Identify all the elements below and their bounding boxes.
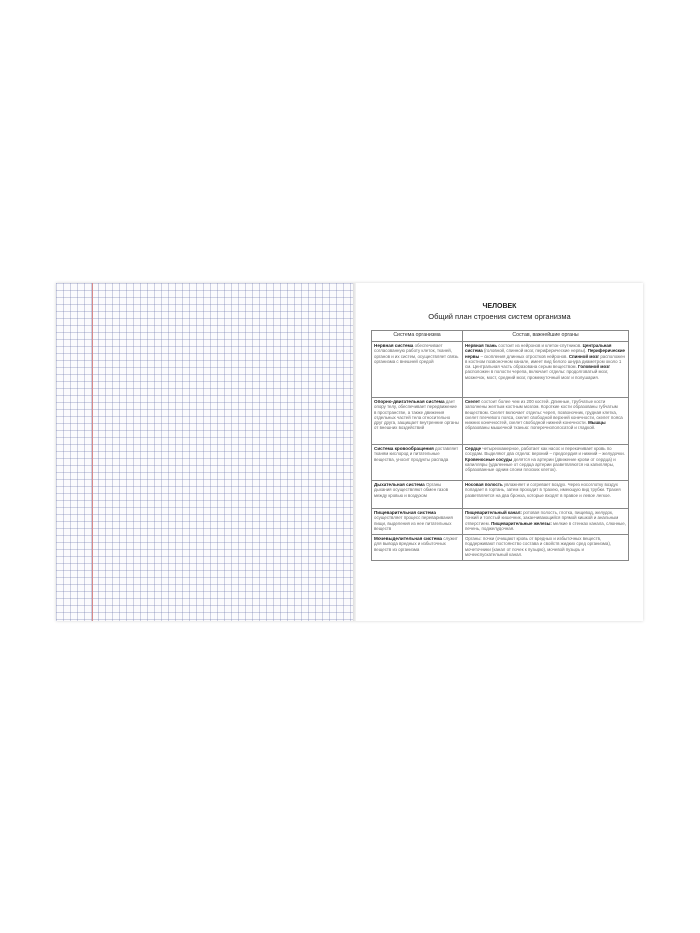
page-title: ЧЕЛОВЕК	[482, 303, 517, 310]
system-cell	[372, 509, 463, 535]
system-desc: дает опору телу, обеспечивает передвижение в пространстве, а также движения отдельных частей тела относительно друг друга, защищает внутренние органы от внешних воздействий	[374, 399, 459, 431]
organ-text: расположен в костном позвоночном канале, имеет вид белого шнура диаметром около 1 см. Центральная часть образована серым веществом.	[465, 353, 625, 370]
left-page-grid	[56, 283, 353, 621]
system-cell	[372, 535, 463, 561]
system-cell	[372, 481, 463, 509]
margin-line	[92, 283, 93, 621]
system-name: Нервная система	[374, 343, 414, 348]
system-name: Мочевыделительная система	[374, 536, 443, 541]
system-desc: обеспечивает согласованную работу клеток, тканей, органов и их систем, осуществляет связь организма с внешней средой	[374, 343, 459, 364]
system-cell	[372, 342, 463, 398]
organ-text: ротовая полость, глотка, пищевод, желудок, тонкий и толстый кишечник, заканчивающийся прямой кишкой и анальным отверстием.	[465, 510, 619, 526]
system-name: Система кровообращения	[374, 446, 434, 451]
organ-title: Пищеварительный канал:	[465, 510, 522, 515]
header-system: Система организма	[372, 331, 463, 342]
system-desc: осуществляет процесс переваривания пищи, выделения из нее питательных веществ	[374, 515, 453, 531]
system-desc: Органы дыхания осуществляют обмен газов между кровью и воздухом	[374, 482, 449, 498]
organ-text: состоит более чем из 200 костей. Длинные, трубчатые кости заполнены желтым костным мозгом. Короткие кости образованы губчатым веществом. Скелет включает отделы: череп, позвоночник, грудная клетка, скелет плечевого пояса, скелет свободной верхней конечности, скелет пояса нижних конечностей, скелет свободной нижней конечности.	[465, 399, 623, 426]
table-row	[372, 509, 629, 535]
page-subtitle: Общий план строения систем организма	[428, 312, 571, 321]
table-row	[372, 342, 629, 398]
organ-title: Центральная система	[465, 343, 612, 354]
right-page	[356, 283, 643, 621]
organ-text: Органы: почки (очищают кровь от вредных и избыточных веществ, поддерживают постоянство состава и свойств жидких сред организма), мочеточники (канал от почек к пузырю), мочевой пузырь и мочеиспускательный канал.	[465, 536, 612, 557]
organ-text: (головной, спинной мозг, периферические нервы).	[482, 348, 587, 354]
organ-title: Нервная ткань	[465, 343, 498, 348]
system-desc: доставляет тканям кислород и питательные вещества, уносит продукты распада	[374, 446, 459, 462]
organs-cell	[463, 535, 629, 561]
organ-text: состоит из нейронов и клеток-спутников.	[497, 343, 582, 348]
system-name: Пищеварительная система	[374, 510, 436, 515]
organ-text: увлажняет и согревает воздух. Через носоглотку воздух попадает в гортань, затем проходит в трахею, имеющую вид трубки. Трахея разветвляется на два бронха, которые входят в правое и левое легкое.	[465, 482, 621, 498]
system-name: Опорно-двигательная система	[374, 399, 445, 404]
organ-title: Спинной мозг	[568, 353, 600, 359]
system-cell	[372, 398, 463, 445]
organs-cell	[463, 398, 629, 445]
organ-title: Периферические нервы	[465, 348, 625, 359]
organs-cell	[463, 509, 629, 535]
table-row	[372, 445, 629, 481]
organ-text: – скопления длинных отростков нейронов.	[479, 353, 568, 359]
system-cell	[372, 445, 463, 481]
system-desc: служит для вывода вредных и избыточных веществ из организма	[374, 536, 458, 552]
table-row	[372, 481, 629, 509]
organ-title: Носовая полость	[465, 482, 503, 487]
header-organs: Состав, важнейшие органы	[463, 331, 629, 342]
organs-cell	[463, 342, 629, 398]
table-row	[372, 398, 629, 445]
organ-title: Мышцы	[588, 420, 606, 426]
organ-text: мелкие в стенках канала, слюнные, печень, поджелудочная.	[465, 520, 626, 531]
organ-text: образованы мышечной тканью: поперечнополосатой и гладкой.	[465, 425, 596, 431]
organs-cell	[463, 445, 629, 481]
system-name: Дыхательная система	[374, 482, 425, 487]
organ-text: делятся на артерии (движение крови от сердца) и капилляры (удаленные от сердца артерии разветвляются на капилляры, образованные одним слоем плоских клеток).	[465, 456, 616, 473]
organ-title: Головной мозг	[578, 364, 611, 370]
organ-title: Кровеносные сосуды	[465, 456, 513, 462]
organ-title: Скелет	[465, 399, 481, 404]
organ-text: расположен в полости черепа, включает отделы: продолговатый мозг, мозжечок, мост, средний мозг, промежуточный мозг и полушария.	[465, 369, 609, 380]
organ-systems-table	[371, 330, 629, 561]
organs-cell	[463, 481, 629, 509]
table-row	[372, 535, 629, 561]
organ-text: четырехкамерное, работает как насос и перекачивает кровь по сосудам. Выделяют два отдела: верхний – предсердия и нижний – желудочки.	[465, 446, 625, 457]
organ-title: Сердце	[465, 446, 482, 451]
notebook-spread	[56, 283, 643, 621]
organ-title: Пищеварительные железы:	[491, 520, 552, 526]
table-header-row	[372, 331, 629, 342]
